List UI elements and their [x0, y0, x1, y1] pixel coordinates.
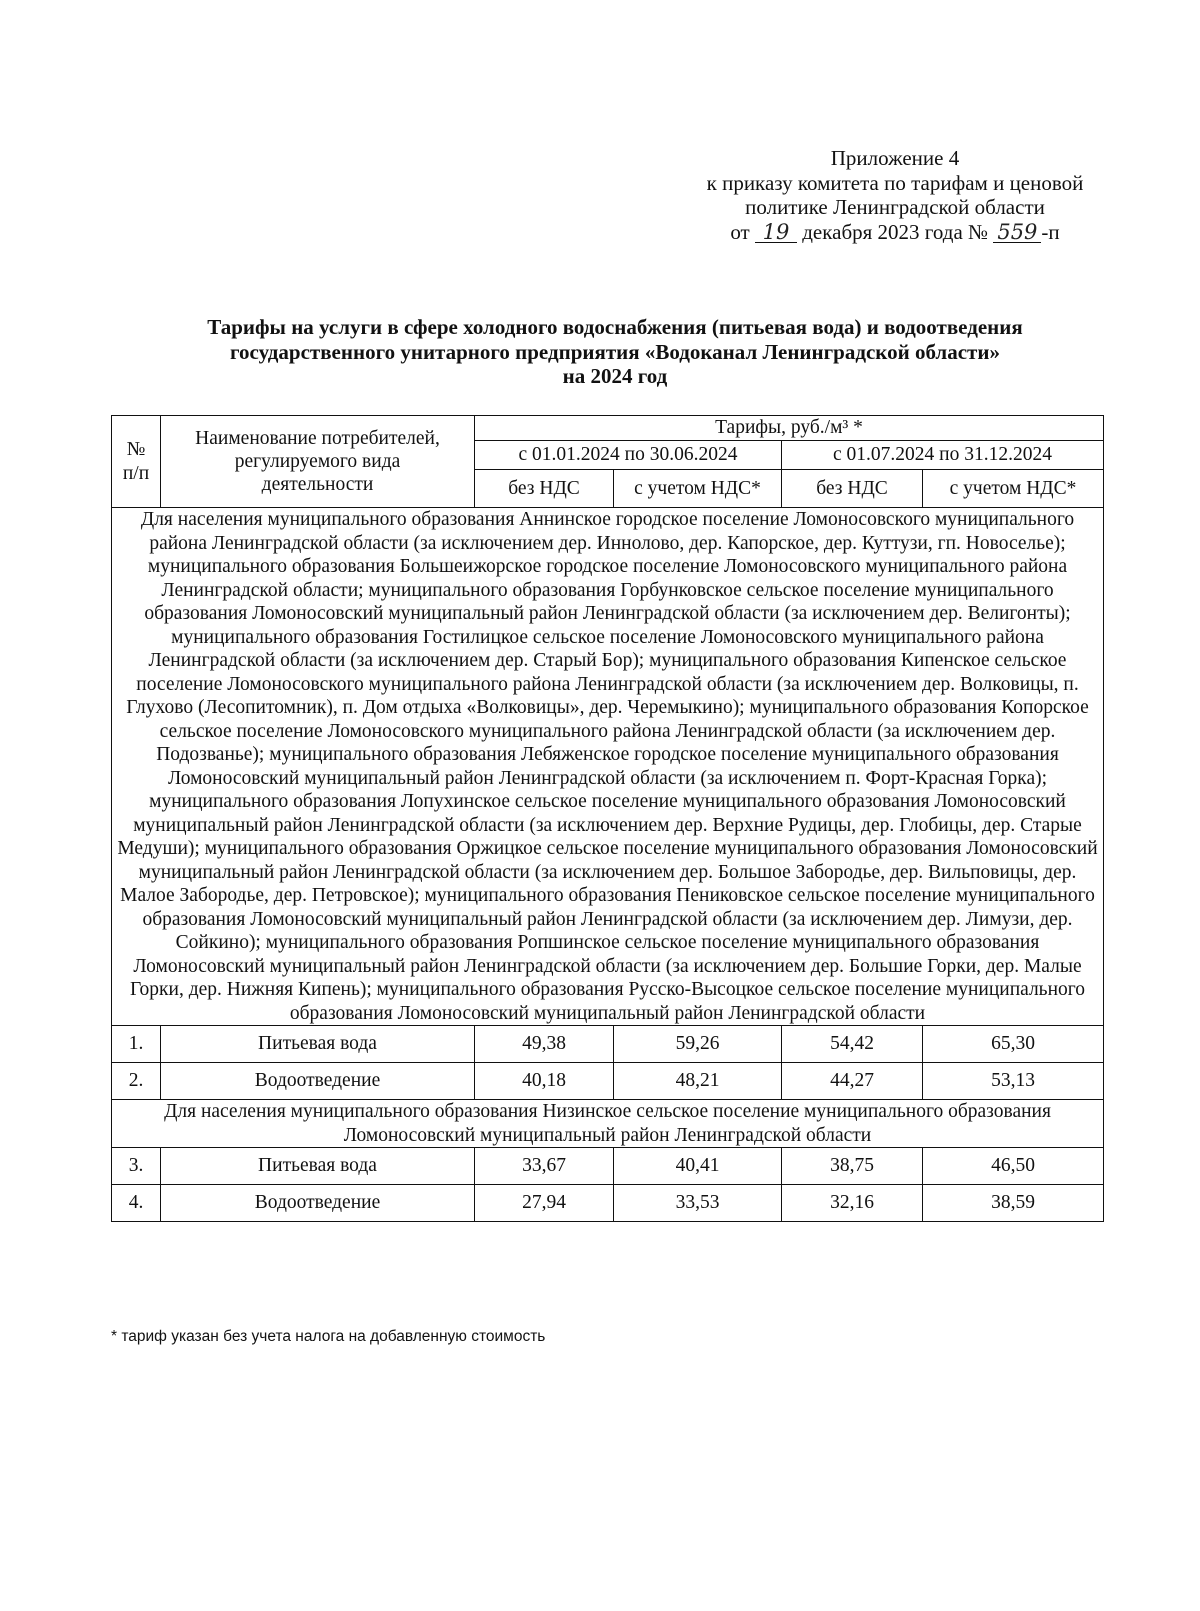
footnote: * тариф указан без учета налога на добавленную стоимость: [111, 1328, 546, 1345]
tariff-table: [111, 415, 1104, 1222]
row-service-name: Питьевая вода: [161, 1026, 475, 1063]
row-number: 2.: [112, 1063, 161, 1100]
row-p1-with-vat: 40,41: [614, 1148, 782, 1185]
header-number: № п/п: [112, 416, 161, 508]
header-tariffs: Тарифы, руб./м³ *: [475, 416, 1104, 441]
row-p1-without-vat: 33,67: [475, 1148, 614, 1185]
table-row: [112, 1185, 1104, 1222]
row-p1-without-vat: 40,18: [475, 1063, 614, 1100]
row-service-name: Водоотведение: [161, 1063, 475, 1100]
row-p2-with-vat: 53,13: [923, 1063, 1104, 1100]
header-p1-with-vat: с учетом НДС*: [614, 470, 782, 508]
table-row: [112, 1148, 1104, 1185]
row-p2-with-vat: 46,50: [923, 1148, 1104, 1185]
title-line-3: на 2024 год: [562, 364, 668, 388]
header-name: Наименование потребителей, регулируемого вида деятельности: [161, 416, 475, 508]
appendix-committee: политике Ленинградской области: [745, 195, 1045, 219]
header-p2-without-vat: без НДС: [782, 470, 923, 508]
section-description: Для населения муниципального образования Аннинское городское поселение Ломоносовского муниципального района Ленинградской области (за исключением дер. Иннолово, дер. Капорское, дер. Куттузи, гп. Новоселье); муниципального образования Большеижорское городское поселение Ломоносовского муниципального района Ленинградской области; муниципального образования Горбунковское сельское поселение муниципального образования Ломоносовский муниципальный район Ленинградской области (за исключением дер. Велигонты); муниципального образования Гостилицкое сельское поселение Ломоносовского муниципального района Ленинградской области (за исключением дер. Старый Бор); муниципального образования Кипенское сельское поселение Ломоносовского муниципального района Ленинградской области (за исключением дер. Волковицы, п. Глухово (Лесопитомник), п. Дом отдыха «Волковицы», дер. Черемыкино); муниципального образования Копорское сельское поселение Ломоносовского муниципального района Ленинградской области (за исключением дер. Подозванье); муниципального образования Лебяженское городское поселение муниципального образования Ломоносовский муниципальный район Ленинградской области (за исключением п. Форт-Красная Горка); муниципального образования Лопухинское сельское поселение муниципального образования Ломоносовский муниципальный район Ленинградской области (за исключением дер. Верхние Рудицы, дер. Глобицы, дер. Старые Медуши); муниципального образования Оржицкое сельское поселение муниципального образования Ломоносовский муниципальный район Ленинградской области (за исключением дер. Большое Забородье, дер. Вильповицы, дер. Малое Забородье, дер. Петровское); муниципального образования Пениковское сельское поселение муниципального образования Ломоносовский муниципальный район Ленинградской области (за исключением дер. Лимузи, дер. Сойкино); муниципального образования Ропшинское сельское поселение муниципального образования Ломоносовский муниципальный район Ленинградской области (за исключением дер. Большие Горки, дер. Малые Горки, дер. Нижняя Кипень); муниципального образования Русско-Высоцкое сельское поселение муниципального образования Ломоносовский муниципальный район Ленинградской области: [112, 508, 1104, 1026]
appendix-order-ref: к приказу комитета по тарифам и ценовой: [706, 170, 1084, 195]
row-p1-with-vat: 33,53: [614, 1185, 782, 1222]
row-p1-with-vat: 59,26: [614, 1026, 782, 1063]
date-prefix: от: [730, 219, 750, 244]
header-period-1: с 01.01.2024 по 30.06.2024: [475, 441, 782, 470]
date-rest: декабря 2023 года №: [802, 219, 989, 244]
header-period-2: с 01.07.2024 по 31.12.2024: [782, 441, 1104, 470]
appendix-date-line: [660, 220, 1130, 245]
row-p1-without-vat: 27,94: [475, 1185, 614, 1222]
handwritten-day: 19: [755, 222, 797, 243]
row-p2-with-vat: 65,30: [923, 1026, 1104, 1063]
appendix-title: Приложение 4: [830, 146, 960, 170]
table-row: [112, 1026, 1104, 1063]
appendix-block: [660, 146, 1130, 244]
title-line-2: государственного унитарного предприятия «Водоканал Ленинградской области»: [230, 339, 1000, 364]
row-p2-without-vat: 38,75: [782, 1148, 923, 1185]
header-p1-without-vat: без НДС: [475, 470, 614, 508]
header-p2-with-vat: с учетом НДС*: [923, 470, 1104, 508]
section-description: Для населения муниципального образования Низинское сельское поселение муниципального образования Ломоносовский муниципальный район Ленинградской области: [112, 1100, 1104, 1148]
row-number: 1.: [112, 1026, 161, 1063]
row-number: 4.: [112, 1185, 161, 1222]
handwritten-order-number: 559: [993, 222, 1041, 243]
title-line-1: Тарифы на услуги в сфере холодного водоснабжения (питьевая вода) и водоотведения: [207, 315, 1023, 339]
section-row: [112, 508, 1104, 1026]
row-p1-without-vat: 49,38: [475, 1026, 614, 1063]
document-title: [100, 315, 1130, 389]
row-service-name: Питьевая вода: [161, 1148, 475, 1185]
row-p1-with-vat: 48,21: [614, 1063, 782, 1100]
row-p2-without-vat: 54,42: [782, 1026, 923, 1063]
table-row: [112, 1063, 1104, 1100]
row-p2-with-vat: 38,59: [923, 1185, 1104, 1222]
row-p2-without-vat: 44,27: [782, 1063, 923, 1100]
row-service-name: Водоотведение: [161, 1185, 475, 1222]
row-number: 3.: [112, 1148, 161, 1185]
row-p2-without-vat: 32,16: [782, 1185, 923, 1222]
order-suffix: -п: [1041, 219, 1060, 244]
section-row: [112, 1100, 1104, 1148]
